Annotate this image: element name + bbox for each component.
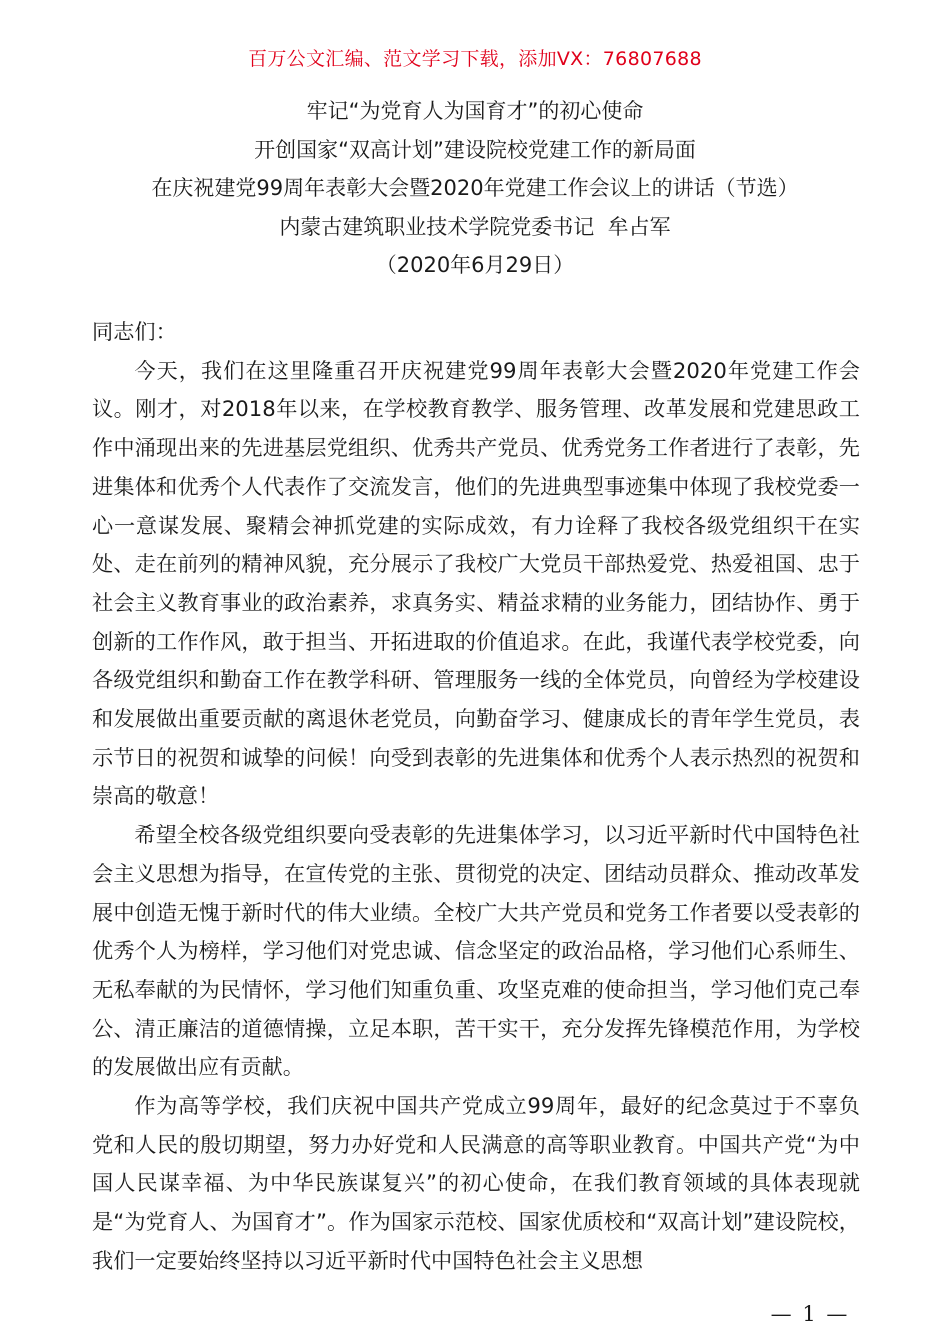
speaker-line: 内蒙古建筑职业技术学院党委书记 牟占军 [279, 214, 671, 239]
title-line-1: 牢记“为党育人为国育才”的初心使命 [306, 99, 644, 123]
paragraph-1: 今天，我们在这里隆重召开庆祝建党99周年表彰大会暨2020年党建工作会议。刚才，对2018年以来，在学校教育教学、服务管理、改革发展和党建思政工作中涌现出来的先进基层党组织、优秀共产党员、优秀党务工作者进行了表彰，先进集体和优秀个人代表作了交流发言，他们的先进典型事迹集中体现了我校党委一心一意谋发展、聚精会神抓党建的实际成效，有力诠释了我校各级党组织干在实处、走在前列的精神风貌，充分展示了我校广大党员干部热爱党、热爱祖国、忠于社会主义教育事业的政治素养，求真务实、精益求精的业务能力，团结协作、勇于创新的工作作风，敢于担当、开拓进取的价值追求。在此，我谨代表学校党委，向各级党组织和勤奋工作在教学科研、管理服务一线的全体党员，向曾经为学校建设和发展做出重要贡献的离退休老党员，向勤奋学习、健康成长的青年学生党员，表示节日的祝贺和诚挚的问候！向受到表彰的先进集体和优秀个人表示热烈的祝贺和崇高的敬意！ [92, 357, 860, 809]
speech-subtitle: 在庆祝建党99周年表彰大会暨2020年党建工作会议上的讲话（节选） [151, 176, 799, 200]
title-line-2: 开创国家“双高计划”建设院校党建工作的新局面 [254, 137, 696, 162]
contact-banner: 百万公文汇编、范文学习下载，添加VX：76807688 [248, 48, 702, 70]
paragraph-2: 希望全校各级党组织要向受表彰的先进集体学习，以习近平新时代中国特色社会主义思想为指导，在宣传党的主张、贯彻党的决定、团结动员群众、推动改革发展中创造无愧于新时代的伟大业绩。全校广大共产党员和党务工作者要以受表彰的优秀个人为榜样，学习他们对党忠诚、信念坚定的政治品格，学习他们心系师生、无私奉献的为民情怀，学习他们知重负重、攻坚克难的使命担当，学习他们克己奉公、清正廉洁的道德情操，立足本职，苦干实干，充分发挥先锋模范作用，为学校的发展做出应有贡献。 [92, 822, 860, 1080]
paragraph-3: 作为高等学校，我们庆祝中国共产党成立99周年，最好的纪念莫过于不辜负党和人民的殷切期望，努力办好党和人民满意的高等职业教育。中国共产党“为中国人民谋幸福、为中华民族谋复兴”的初心使命，在我们教育领域的具体表现就是“为党育人、为国育才”。作为国家示范校、国家优质校和“双高计划”建设院校，我们一定要始终坚持以习近平新时代中国特色社会主义思想 [92, 1093, 860, 1273]
document-header [0, 92, 950, 285]
page-number: — 1 — [770, 1302, 850, 1326]
speech-date: （2020年6月29日） [375, 253, 575, 277]
speech-body [92, 313, 860, 1281]
salutation: 同志们： [92, 319, 177, 344]
